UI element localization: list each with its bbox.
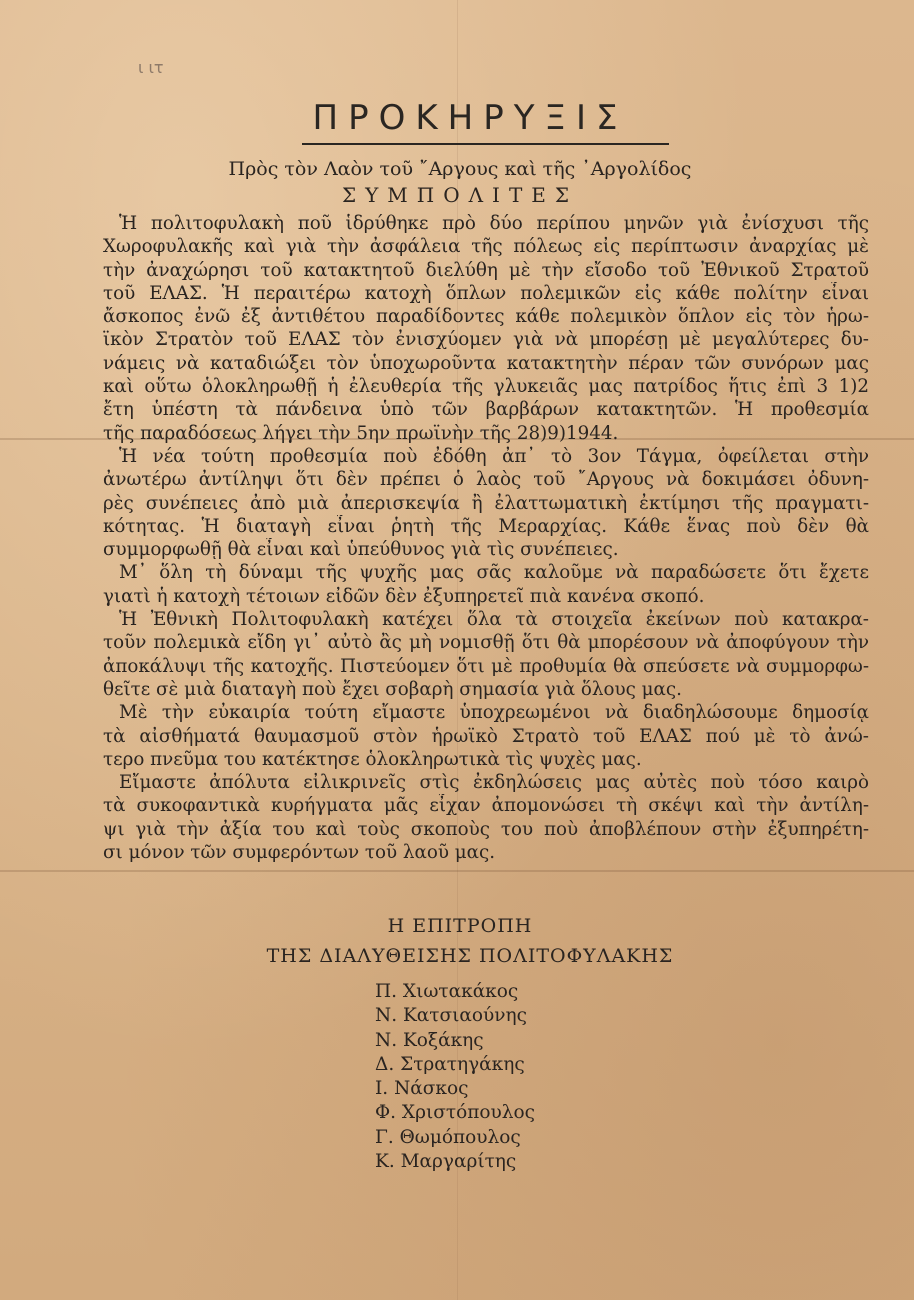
body-line: τοῦν πολεμικὰ εἴδη γι᾽ αὐτὸ ἂς μὴ νομισθῇ ὅτι θὰ μπορέσουν νὰ ἀποφύγουν τὴν	[103, 632, 869, 654]
signatory-name: Π. Χιωτακάκος	[375, 981, 519, 1002]
committee-title: Η ΕΠΙΤΡΟΠΗ	[387, 915, 533, 937]
signatory-name: Δ. Στρατηγάκης	[375, 1053, 525, 1075]
body-line: τοῦ ΕΛΑΣ. Ἡ περαιτέρω κατοχὴ ὅπλων πολεμικῶν εἰς κάθε πολίτην εἶναι	[103, 282, 869, 304]
body-line: τὰ συκοφαντικὰ κυρήγματα μᾶς εἶχαν ἀπομονώσει τὴ σκέψι καὶ τὴν ἀντίλη-	[103, 795, 869, 817]
body-line: ψι γιὰ τὴν ἀξία του καὶ τοὺς σκοποὺς του ποὺ ἀποβλέπουν στὴν ἐξυπηρέτη-	[103, 818, 869, 840]
pencil-margin-mark: ι ιτ	[138, 58, 164, 77]
body-line: ρὲς συνέπειες ἀπὸ μιὰ ἀπερισκεψία ἢ ἐλαττωματικὴ ἐκτίμησι τῆς πραγματι-	[103, 492, 869, 514]
body-line: κότητας. Ἡ διαταγὴ εἶναι ῥητὴ τῆς Μεραρχίας. Κάθε ἕνας ποὺ δὲν θὰ	[103, 515, 869, 537]
title-underline	[302, 143, 669, 145]
signatory-name: Ν. Κατσιαούνης	[375, 1005, 527, 1027]
body-line: συμμορφωθῇ θὰ εἶναι καὶ ὑπεύθυνος γιὰ τὶς συνέπειες.	[103, 539, 619, 561]
salutation: Πρὸς τὸν Λαὸν τοῦ ῎Αργους καὶ τῆς ᾽Αργολίδος	[228, 158, 692, 180]
body-line: τερο πνεῦμα του κατέκτησε ὁλοκληρωτικὰ τὶς ψυχὲς μας.	[103, 748, 642, 770]
committee-subtitle: ΤΗΣ ΔΙΑΛΥΘΕΙΣΗΣ ΠΟΛΙΤΟΦΥΛΑΚΗΣ	[266, 945, 674, 967]
body-line: τῆς παραδόσεως λήγει τὴν 5ην πρωϊνὴν τῆς 28)9)1944.	[103, 422, 619, 444]
body-line: γιατὶ ἡ κατοχὴ τέτοιων εἰδῶν δὲν ἐξυπηρετεῖ πιὰ κανένα σκοπό.	[103, 585, 705, 607]
signatory-name: Κ. Μαργαρίτης	[375, 1151, 517, 1173]
body-line: Μὲ τὴν εὐκαιρία τούτη εἴμαστε ὑποχρεωμένοι νὰ διαδηλώσουμε δημοσίᾳ	[119, 702, 869, 724]
body-line: ἔτη ὑπέστη τὰ πάνδεινα ὑπὸ τῶν βαρβάρων κατακτητῶν. Ἡ προθεσμία	[103, 399, 869, 421]
body-line: τὴν ἀναχώρησι τοῦ κατακτητοῦ διελύθη μὲ τὴν εἴσοδο τοῦ Ἐθνικοῦ Στρατοῦ	[103, 259, 869, 281]
signatory-name: Ν. Κοξάκης	[375, 1029, 484, 1051]
body-line: σι μόνον τῶν συμφερόντων τοῦ λαοῦ μας.	[103, 842, 496, 864]
signatory-name: Ι. Νάσκος	[375, 1078, 469, 1100]
signatory-name: Γ. Θωμόπουλος	[375, 1126, 521, 1148]
body-line: ἀποκάλυψι τῆς κατοχῆς. Πιστεύομεν ὅτι μὲ προθυμία θὰ σπεύσετε νὰ συμμορφω-	[103, 655, 869, 677]
body-line: Εἴμαστε ἀπόλυτα εἰλικρινεῖς στὶς ἐκδηλώσεις μας αὐτὲς ποὺ τόσο καιρὸ	[119, 772, 869, 794]
body-line: Μ᾽ ὅλη τὴ δύναμι τῆς ψυχῆς μας σᾶς καλοῦμε νὰ παραδώσετε ὅτι ἔχετε	[119, 562, 869, 584]
body-line: Ἡ νέα τούτη προθεσμία ποὺ ἐδόθη ἀπ᾽ τὸ 3ον Τάγμα, ὀφείλεται στὴν	[119, 445, 869, 467]
body-line: Ἡ πολιτοφυλακὴ ποῦ ἱδρύθηκε πρὸ δύο περίπου μηνῶν γιὰ ἐνίσχυσι τῆς	[119, 213, 869, 234]
proclamation-title: ΠΡΟΚΗΡΥΞΙΣ	[312, 98, 628, 138]
body-line: Ἡ Ἐθνικὴ Πολιτοφυλακὴ κατέχει ὅλα τὰ στοιχεῖα ἐκείνων ποὺ κατακρα-	[119, 609, 869, 631]
body-line: ἄσκοπος ἐνῶ ἐξ ἀντιθέτου παραδίδοντες κάθε πολεμικὸν ὅπλον εἰς τὸν ἡρω-	[103, 306, 869, 328]
body-line: Χωροφυλακῆς καὶ γιὰ τὴν ἀσφάλεια τῆς πόλεως εἰς περίπτωσιν ἀναρχίας μὲ	[103, 236, 869, 258]
signatory-name: Φ. Χριστόπουλος	[375, 1102, 535, 1124]
proclamation-body	[103, 212, 869, 864]
fellow-citizens-heading: ΣΥΜΠΟΛΙΤΕΣ	[341, 183, 579, 207]
body-line: θεῖτε σὲ μιὰ διαταγὴ ποὺ ἔχει σοβαρὴ σημασία γιὰ ὅλους μας.	[103, 678, 682, 700]
body-line: καὶ οὕτω ὁλοκληρωθῇ ἡ ἐλευθερία τῆς γλυκειᾶς μας πατρίδος ἥτις ἐπὶ 3 1)2	[103, 376, 869, 398]
body-line: ἀνωτέρω ἀντίληψι ὅτι δὲν πρέπει ὁ λαὸς τοῦ ῎Αργους νὰ δοκιμάσει ὀδυνη-	[103, 469, 869, 491]
body-line: νάμεις νὰ καταδιώξει τὸν ὑποχωροῦντα κατακτητὴν πέραν τῶν συνόρων μας	[103, 352, 869, 374]
body-line: ϊκὸν Στρατὸν τοῦ ΕΛΑΣ τὸν ἐνισχύομεν γιὰ νὰ μπορέσῃ μὲ μεγαλύτερες δυ-	[103, 329, 869, 351]
body-line: τὰ αἰσθήματά θαυμασμοῦ στὸν ἡρωϊκὸ Στρατὸ τοῦ ΕΛΑΣ πού μὲ τὸ ἀνώ-	[103, 725, 869, 747]
signatory-list	[375, 980, 675, 1174]
